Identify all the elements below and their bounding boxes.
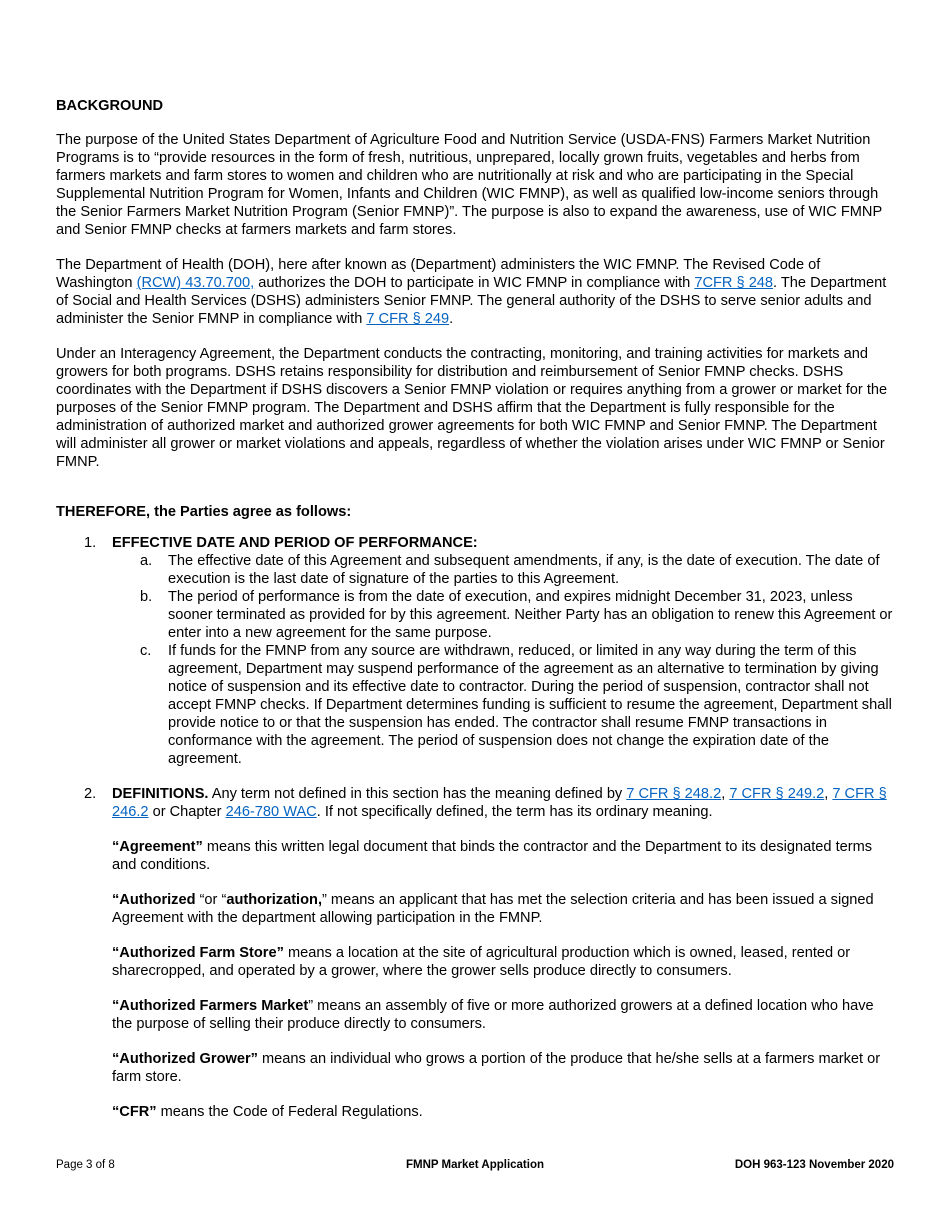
definition-authorized-farm-store [112, 944, 894, 980]
section-2 [56, 785, 894, 1121]
p2-text-d: . [449, 311, 454, 327]
p2-text-b: authorizes the DOH to participate in WIC FMNP in compliance with [254, 275, 695, 291]
definition-authorized [112, 891, 894, 927]
item-letter: c. [140, 643, 152, 659]
section-1-item-c [112, 642, 894, 768]
p2-text-c: . The Department of Social and Health Services (DSHS) administers Senior FMNP. The general authority of the DSHS to serve senior adults and administer the Senior FMNP in compliance with [56, 275, 887, 327]
section-1-item-b [112, 588, 894, 642]
cfr-249-link[interactable]: 7 CFR § 249 [366, 311, 450, 327]
separator: , [721, 786, 730, 802]
intro-text-c: . If not specifically defined, the term has its ordinary meaning. [316, 804, 713, 820]
definition-text: means this written legal document that binds the contractor and the Department to its designated terms and conditions. [112, 839, 873, 873]
definition-agreement [112, 838, 894, 874]
definition-text: ” means an assembly of five or more authorized growers at a defined location who have the purpose of selling their produce directly to consumers. [112, 998, 874, 1032]
background-paragraph-2 [56, 256, 894, 328]
definition-term: “Authorized [112, 892, 196, 908]
section-1-item-a [112, 552, 894, 588]
definition-text: means the Code of Federal Regulations. [156, 1104, 423, 1120]
definition-text: ” means an applicant that has met the selection criteria and has been issued a signed Agreement with the department allowing participation in the FMNP. [112, 892, 874, 926]
section-2-number: 2. [84, 786, 97, 802]
section-1-title: EFFECTIVE DATE AND PERIOD OF PERFORMANCE: [112, 535, 478, 551]
intro-text-b: or Chapter [148, 804, 226, 820]
item-text: The period of performance is from the date of execution, and expires midnight December 31, 2023, unless sooner terminated as provided for by this agreement. Neither Party has an obligation to renew this Agreement or enter into a new agreement for the same purpose. [168, 589, 893, 641]
definition-term: “Authorized Farm Store” [112, 945, 284, 961]
section-2-intro [112, 785, 894, 821]
intro-text-a: Any term not defined in this section has the meaning defined by [208, 786, 627, 802]
definition-authorized-farmers-market [112, 997, 894, 1033]
background-paragraph-3: Under an Interagency Agreement, the Department conducts the contracting, monitoring, and training activities for markets and growers for both programs. DSHS retains responsibility for distribution and reimbursement of Senior FMNP checks. DSHS coordinates with the Department if DSHS discovers a Senior FMNP violation or requires anything from a grower or market for the purposes of the Senior FMNP program. The Department and DSHS affirm that the Department is fully responsible for the administration of authorized market and authorized grower agreements for both WIC FMNP and Senior FMNP. The Department will administer all grower or market violations and appeals, regardless of whether the violation arises under WIC FMNP or Senior FMNP. [56, 346, 888, 470]
cfr-248-link[interactable]: 7CFR § 248 [694, 275, 774, 291]
item-letter: a. [140, 553, 153, 569]
definition-term: authorization, [226, 892, 322, 908]
footer-page-number: Page 3 of 8 [56, 1159, 115, 1171]
section-1-number: 1. [84, 535, 97, 551]
footer-form-number: DOH 963-123 November 2020 [734, 1159, 894, 1171]
separator: , [824, 786, 833, 802]
definition-text: means an individual who grows a portion of the produce that he/she sells at a farmers market or farm store. [112, 1051, 881, 1085]
cfr-248-2-link[interactable]: 7 CFR § 248.2 [626, 786, 722, 802]
item-text: If funds for the FMNP from any source are withdrawn, reduced, or limited in any way during the term of this agreement, Department may suspend performance of the agreement as an alternative to termination by giving notice of suspension and its effective date to contractor. During the period of suspension, contractor shall not accept FMNP checks. If Department determines funding is sufficient to resume the agreement, Department shall provide notice to or that the suspension has ended. The contractor shall resume FMNP transactions in conformance with the agreement. The period of suspension does not change the expiration date of the agreement. [168, 643, 892, 767]
definition-term: “Authorized Farmers Market [112, 998, 309, 1014]
footer-document-title: FMNP Market Application [405, 1159, 545, 1171]
rcw-link[interactable]: (RCW) 43.70.700, [136, 275, 255, 291]
definition-text: means a location at the site of agricultural production which is owned, leased, rented or sharecropped, and operated by a grower, where the grower sells produce directly to consumers. [112, 945, 851, 979]
definition-text: “or “ [195, 892, 227, 908]
background-paragraph-1: The purpose of the United States Department of Agriculture Food and Nutrition Service (USDA-FNS) Farmers Market Nutrition Programs is to “provide resources in the form of fresh, nutritious, unprepared, locally grown fruits, vegetables and herbs from farmers markets and farm stores to women and children who are nutritionally at risk and who are participating in the Special Supplemental Nutrition Program for Women, Infants and Children (WIC FMNP), as well as qualified low-income seniors through the Senior Farmers Market Nutrition Program (Senior FMNP)”. The purpose is also to expand the awareness, use of WIC FMNP and Senior FMNP checks at farmers markets and farm stores. [56, 132, 882, 238]
document-page [56, 97, 894, 1121]
definition-authorized-grower [112, 1050, 894, 1086]
background-heading: BACKGROUND [56, 98, 164, 114]
definition-term: “Authorized Grower” [112, 1051, 258, 1067]
cfr-249-2-link[interactable]: 7 CFR § 249.2 [729, 786, 825, 802]
section-1 [56, 534, 894, 768]
definition-term: “CFR” [112, 1104, 157, 1120]
therefore-heading: THEREFORE, the Parties agree as follows: [56, 504, 352, 520]
p2-text-a: The Department of Health (DOH), here after known as (Department) administers the WIC FMNP. The Revised Code of Washington [56, 257, 821, 291]
section-2-title: DEFINITIONS. [112, 786, 209, 802]
item-text: The effective date of this Agreement and subsequent amendments, if any, is the date of execution. The date of execution is the last date of signature of the parties to this Agreement. [168, 553, 880, 587]
definition-cfr [112, 1103, 894, 1121]
cfr-246-2-link[interactable]: 7 CFR § 246.2 [112, 786, 887, 820]
wac-246-780-link[interactable]: 246-780 WAC [225, 804, 317, 820]
item-letter: b. [140, 589, 153, 605]
definition-term: “Agreement” [112, 839, 203, 855]
